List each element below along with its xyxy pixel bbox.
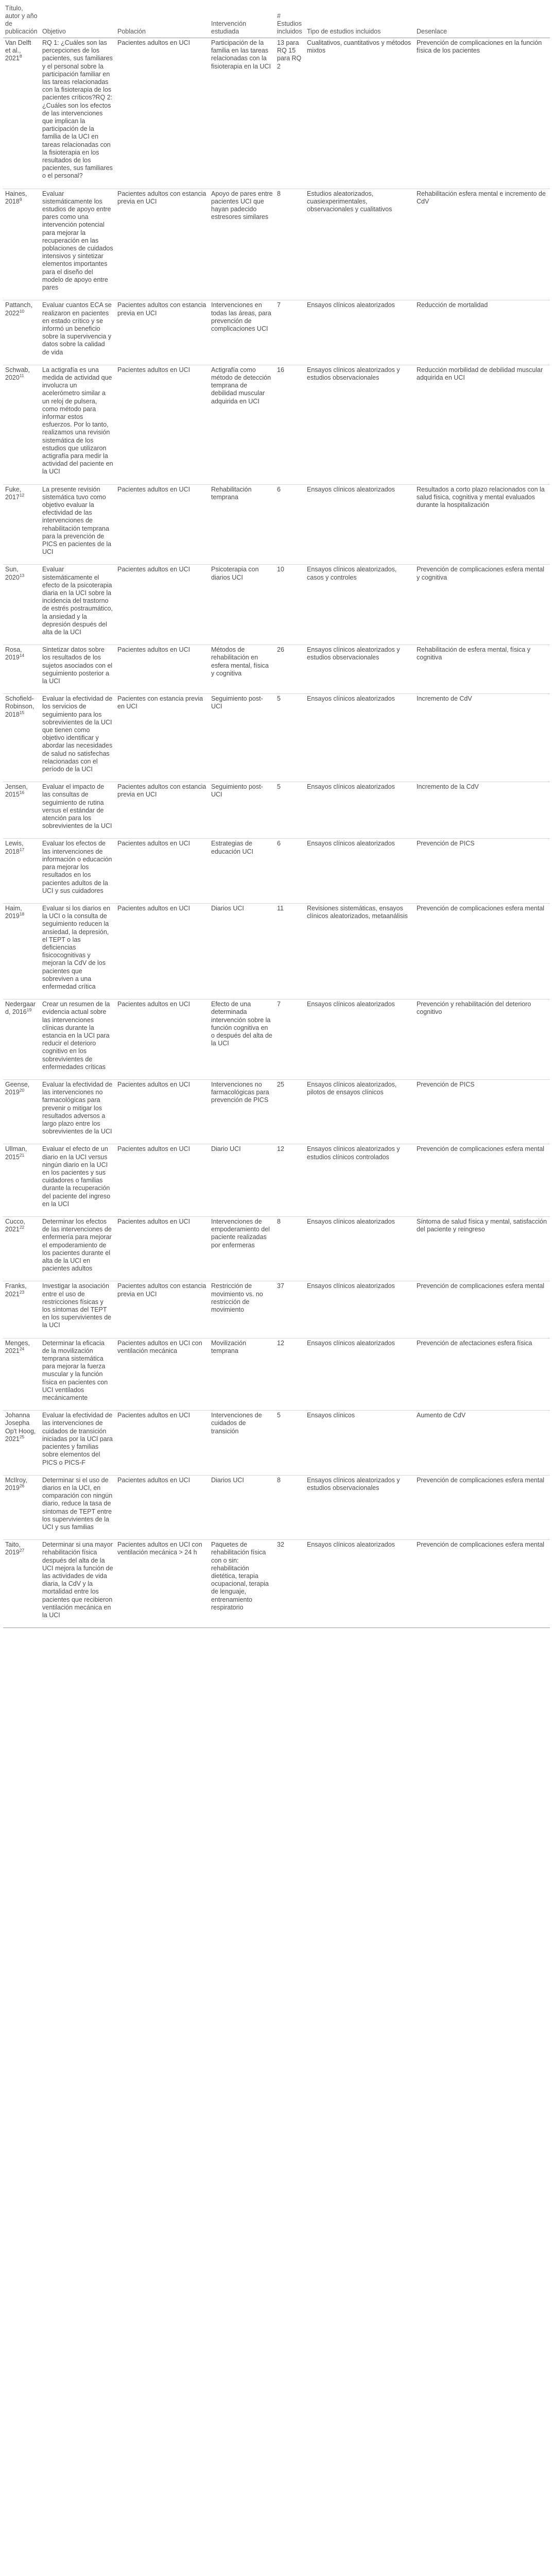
reference-number: 12	[19, 492, 25, 498]
author-text: Nedergaard, 2016	[5, 1001, 36, 1016]
cell-studies-included: 26	[275, 645, 305, 694]
cell-studies-included: 5	[275, 1411, 305, 1475]
cell-studies-included: 12	[275, 1338, 305, 1411]
author-text: Haines, 2018	[5, 190, 27, 205]
author-text: Van Delft et al., 2021	[5, 39, 31, 62]
table-header	[3, 3, 550, 38]
cell-study-types: Ensayos clínicos aleatorizados	[305, 839, 414, 903]
cell-studies-included: 5	[275, 694, 305, 782]
cell-outcome: Rehabilitación esfera mental e incremento de CdV	[414, 189, 550, 300]
cell-study-types: Estudios aleatorizados, cuasiexperimentales, observacionales y cualitativos	[305, 189, 414, 300]
cell-outcome: Prevención de complicaciones esfera mental	[414, 1281, 550, 1338]
reference-number: 16	[19, 790, 25, 795]
cell-study-types: Ensayos clínicos	[305, 1411, 414, 1475]
cell-study-types: Ensayos clínicos aleatorizados y estudios observacionales	[305, 1475, 414, 1539]
cell-objective: Evaluar el efecto de un diario en la UCI versus ningún diario en la UCI en los pacientes y sus cuidadores o familias durante la recuperación del paciente del ingreso en la UCI	[40, 1144, 115, 1217]
cell-outcome: Prevención de complicaciones en la función física de los pacientes	[414, 38, 550, 189]
reference-number: 24	[19, 1346, 25, 1351]
cell-author	[3, 1475, 40, 1539]
table-row	[3, 645, 550, 694]
reference-number: 18	[19, 911, 25, 917]
cell-outcome: Prevención y rehabilitación del deterioro cognitivo	[414, 999, 550, 1080]
cell-studies-included: 5	[275, 782, 305, 839]
cell-study-types: Ensayos clínicos aleatorizados, casos y controles	[305, 565, 414, 645]
author-text: Lewis, 2018	[5, 840, 24, 855]
cell-intervention: Intervenciones en todas las áreas, para prevención de complicaciones UCI	[209, 300, 275, 365]
reference-number: 26	[19, 1483, 25, 1488]
cell-author	[3, 645, 40, 694]
cell-population: Pacientes adultos en UCI	[115, 1079, 209, 1144]
cell-intervention: Movilización temprana	[209, 1338, 275, 1411]
table-row	[3, 484, 550, 565]
cell-study-types: Ensayos clínicos aleatorizados	[305, 300, 414, 365]
header-study-types: Tipo de estudios incluidos	[305, 3, 414, 38]
reference-number: 27	[19, 1548, 25, 1553]
cell-population: Pacientes adultos en UCI	[115, 565, 209, 645]
cell-studies-included: 13 para RQ 15 para RQ 2	[275, 38, 305, 189]
cell-author	[3, 839, 40, 903]
cell-population: Pacientes adultos en UCI	[115, 903, 209, 999]
reference-number: 19	[26, 1007, 32, 1013]
cell-author	[3, 694, 40, 782]
cell-outcome: Prevención de complicaciones esfera mental	[414, 1475, 550, 1539]
cell-population: Pacientes adultos en UCI	[115, 999, 209, 1080]
cell-objective: Evaluar cuantos ECA se realizaron en pacientes en estado crítico y se informó un beneficio sobre la supervivencia y datos sobre la calidad de vida	[40, 300, 115, 365]
cell-author	[3, 189, 40, 300]
reference-number: 8	[19, 54, 22, 59]
cell-outcome: Prevención de complicaciones esfera mental	[414, 1144, 550, 1217]
cell-population: Pacientes adultos con estancia previa en UCI	[115, 1281, 209, 1338]
cell-studies-included: 32	[275, 1540, 305, 1628]
cell-study-types: Ensayos clínicos aleatorizados	[305, 782, 414, 839]
cell-objective: Evaluar si los diarios en la UCI o la consulta de seguimiento reducen la ansiedad, la depresión, el TEPT o las deficiencias fisicocognitivas y mejoran la CdV de los pacientes que sobreviven a una enfermedad crítica	[40, 903, 115, 999]
cell-study-types: Ensayos clínicos aleatorizados, pilotos de ensayos clínicos	[305, 1079, 414, 1144]
table-row	[3, 300, 550, 365]
table-row	[3, 38, 550, 189]
cell-studies-included: 7	[275, 300, 305, 365]
reference-number: 22	[19, 1225, 25, 1230]
cell-objective: Evaluar la efectividad de las intervenciones de cuidados de transición iniciadas por la UCI para pacientes y familias sobre elementos del PICS o PICS-F	[40, 1411, 115, 1475]
header-row	[3, 3, 550, 38]
cell-studies-included: 37	[275, 1281, 305, 1338]
author-text: Haim, 2019	[5, 904, 22, 920]
review-summary-table-container	[3, 0, 550, 1628]
cell-population: Pacientes adultos en UCI con ventilación mecánica > 24 h	[115, 1540, 209, 1628]
cell-studies-included: 8	[275, 189, 305, 300]
cell-objective: Evaluar sistemáticamente los estudios de apoyo entre pares como una intervención potencial para mejorar la recuperación en las poblaciones de cuidados intensivos y sintetizar elementos importantes para el diseño del modelo de apoyo entre pares	[40, 189, 115, 300]
cell-study-types: Ensayos clínicos aleatorizados	[305, 999, 414, 1080]
cell-author	[3, 38, 40, 189]
table-row	[3, 189, 550, 300]
cell-intervention: Participación de la familia en las tareas relacionadas con la fisioterapia en la UCI	[209, 38, 275, 189]
table-row	[3, 903, 550, 999]
cell-studies-included: 6	[275, 484, 305, 565]
cell-intervention: Seguimiento post-UCI	[209, 694, 275, 782]
cell-outcome: Prevención de complicaciones esfera mental	[414, 1540, 550, 1628]
table-row	[3, 1217, 550, 1281]
cell-population: Pacientes con estancia previa en UCI	[115, 694, 209, 782]
cell-outcome: Reducción morbilidad de debilidad muscular adquirida en UCI	[414, 365, 550, 484]
cell-objective: La actigrafía es una medida de actividad que involucra un acelerómetro similar a un reloj de pulsera, como método para informar estos esfuerzos. Por lo tanto, realizamos una revisión sistemática de los estudios que utilizaron actigrafía para medir la actividad del paciente en la UCI	[40, 365, 115, 484]
cell-studies-included: 8	[275, 1475, 305, 1539]
reference-number: 21	[19, 1152, 25, 1158]
table-row	[3, 782, 550, 839]
cell-study-types: Ensayos clínicos aleatorizados	[305, 1540, 414, 1628]
cell-objective: Evaluar la efectividad de los servicios de seguimiento para los sobrevivientes de la UCI que tienen como objetivo identificar y abordar las necesidades de salud no satisfechas relacionadas con el período de la UCI	[40, 694, 115, 782]
cell-outcome: Incremento de CdV	[414, 694, 550, 782]
reference-number: 13	[19, 572, 25, 578]
cell-objective: RQ 1: ¿Cuáles son las percepciones de los pacientes, sus familiares y el personal sobre la participación familiar en las tareas relacionadas con la fisioterapia de los pacientes críticos?RQ 2: ¿Cuáles son los efectos de las intervenciones que implican la participación de la familia de la UCI en tareas relacionadas con la fisioterapia en los resultados de los pacientes, sus familiares o el personal?	[40, 38, 115, 189]
cell-outcome: Aumento de CdV	[414, 1411, 550, 1475]
cell-author	[3, 782, 40, 839]
cell-intervention: Diarios UCI	[209, 903, 275, 999]
table-row	[3, 565, 550, 645]
cell-author	[3, 1079, 40, 1144]
author-text: Taito, 2019	[5, 1541, 21, 1556]
cell-study-types: Revisiones sistemáticas, ensayos clínicos aleatorizados, metaanálisis	[305, 903, 414, 999]
cell-population: Pacientes adultos en UCI	[115, 1475, 209, 1539]
table-row	[3, 365, 550, 484]
cell-objective: Determinar los efectos de las intervenciones de enfermería para mejorar el empoderamiento de los pacientes durante el alta de la UCI en pacientes adultos	[40, 1217, 115, 1281]
cell-objective: Investigar la asociación entre el uso de restricciones físicas y los síntomas del TEPT en los supervivientes de la UCI	[40, 1281, 115, 1338]
table-row	[3, 1281, 550, 1338]
cell-intervention: Estrategias de educación UCI	[209, 839, 275, 903]
cell-outcome: Síntoma de salud física y mental, satisfacción del paciente y reingreso	[414, 1217, 550, 1281]
author-text: Menges, 2021	[5, 1339, 30, 1354]
cell-population: Pacientes adultos en UCI	[115, 1217, 209, 1281]
reference-number: 9	[19, 196, 22, 202]
cell-author	[3, 1540, 40, 1628]
table-row	[3, 1338, 550, 1411]
reference-number: 15	[19, 709, 25, 715]
author-text: Jensen, 2015	[5, 783, 28, 799]
cell-study-types: Cualitativos, cuantitativos y métodos mixtos	[305, 38, 414, 189]
table-row	[3, 1144, 550, 1217]
cell-outcome: Incremento de la CdV	[414, 782, 550, 839]
cell-intervention: Rehabilitación temprana	[209, 484, 275, 565]
author-text: Franks, 2021	[5, 1282, 27, 1298]
cell-author	[3, 1281, 40, 1338]
author-text: Fuke, 2017	[5, 485, 22, 501]
cell-population: Pacientes adultos en UCI	[115, 484, 209, 565]
cell-population: Pacientes adultos en UCI con ventilación mecánica	[115, 1338, 209, 1411]
cell-studies-included: 6	[275, 839, 305, 903]
reference-number: 10	[19, 308, 25, 314]
cell-author	[3, 1338, 40, 1411]
author-text: Schofield-Robinson, 2018	[5, 695, 34, 718]
cell-objective: Evaluar los efectos de las intervenciones de información o educación para mejorar los resultados en los pacientes adultos de la UCI y sus cuidadores	[40, 839, 115, 903]
cell-studies-included: 11	[275, 903, 305, 999]
cell-intervention: Efecto de una determinada intervención sobre la función cognitiva en o después del alta de la UCI	[209, 999, 275, 1080]
cell-outcome: Prevención de PICS	[414, 839, 550, 903]
table-row	[3, 1079, 550, 1144]
cell-objective: Sintetizar datos sobre los resultados de los sujetos asociados con el seguimiento posterior a la UCI	[40, 645, 115, 694]
cell-study-types: Ensayos clínicos aleatorizados y estudios observacionales	[305, 645, 414, 694]
cell-population: Pacientes adultos con estancia previa en UCI	[115, 300, 209, 365]
cell-population: Pacientes adultos en UCI	[115, 1411, 209, 1475]
cell-studies-included: 12	[275, 1144, 305, 1217]
table-body	[3, 38, 550, 1628]
author-text: Geense, 2019	[5, 1080, 30, 1096]
cell-objective: Evaluar sistemáticamente el efecto de la psicoterapia diaria en la UCI sobre la incidencia del trastorno de estrés postraumático, la ansiedad y la depresión después del alta de la UCI	[40, 565, 115, 645]
cell-outcome: Prevención de afectaciones esfera física	[414, 1338, 550, 1411]
table-row	[3, 694, 550, 782]
cell-studies-included: 16	[275, 365, 305, 484]
author-text: Johanna Josepha Op't Hoog, 2021	[5, 1412, 36, 1443]
cell-intervention: Seguimiento post-UCI	[209, 782, 275, 839]
cell-objective: Determinar si el uso de diarios en la UCI, en comparación con ningún diario, reduce la tasa de síntomas de TEPT entre los supervivientes de la UCI y sus familias	[40, 1475, 115, 1539]
author-text: Schwab, 2020	[5, 366, 30, 381]
header-title-author-year: Título, autor y año de publicación	[3, 3, 40, 38]
cell-outcome: Resultados a corto plazo relacionados con la salud física, cognitiva y mental evaluados durante la hospitalización	[414, 484, 550, 565]
cell-intervention: Actigrafía como método de detección temprana de debilidad muscular adquirida en UCI	[209, 365, 275, 484]
cell-objective: Evaluar la efectividad de las intervenciones no farmacológicas para prevenir o mitigar los resultados adversos a largo plazo entre los sobrevivientes de la UCI	[40, 1079, 115, 1144]
cell-outcome: Prevención de PICS	[414, 1079, 550, 1144]
cell-objective: Crear un resumen de la evidencia actual sobre las intervenciones clínicas durante la estancia en la UCI para reducir el deterioro cognitivo en los sobrevivientes de enfermedades críticas	[40, 999, 115, 1080]
cell-studies-included: 7	[275, 999, 305, 1080]
cell-population: Pacientes adultos en UCI	[115, 839, 209, 903]
reference-number: 11	[19, 372, 24, 378]
author-text: McIlroy, 2019	[5, 1476, 27, 1492]
cell-outcome: Reducción de mortalidad	[414, 300, 550, 365]
header-objective: Objetivo	[40, 3, 115, 38]
cell-outcome: Prevención de complicaciones esfera mental	[414, 903, 550, 999]
cell-study-types: Ensayos clínicos aleatorizados	[305, 1217, 414, 1281]
cell-study-types: Ensayos clínicos aleatorizados y estudios observacionales	[305, 365, 414, 484]
cell-intervention: Psicoterapia con diarios UCI	[209, 565, 275, 645]
cell-study-types: Ensayos clínicos aleatorizados	[305, 1281, 414, 1338]
table-row	[3, 999, 550, 1080]
cell-author	[3, 565, 40, 645]
cell-population: Pacientes adultos en UCI	[115, 38, 209, 189]
author-text: Cucco, 2021	[5, 1218, 25, 1233]
cell-intervention: Intervenciones de empoderamiento del paciente realizadas por enfermeras	[209, 1217, 275, 1281]
cell-intervention: Restricción de movimiento vs. no restricción de movimiento	[209, 1281, 275, 1338]
cell-intervention: Métodos de rehabilitación en esfera mental, física y cognitiva	[209, 645, 275, 694]
cell-intervention: Apoyo de pares entre pacientes UCI que hayan padecido estresores similares	[209, 189, 275, 300]
cell-population: Pacientes adultos con estancia previa en UCI	[115, 189, 209, 300]
cell-study-types: Ensayos clínicos aleatorizados	[305, 1338, 414, 1411]
cell-studies-included: 10	[275, 565, 305, 645]
cell-outcome: Prevención de complicaciones esfera mental y cognitiva	[414, 565, 550, 645]
cell-outcome: Rehabilitación de esfera mental, física y cognitiva	[414, 645, 550, 694]
cell-population: Pacientes adultos en UCI	[115, 1144, 209, 1217]
header-studies-included: # Estudios incluidos	[275, 3, 305, 38]
table-row	[3, 1411, 550, 1475]
cell-author	[3, 999, 40, 1080]
cell-intervention: Paquetes de rehabilitación física con o sin: rehabilitación dietética, terapia ocupacional, terapia de lenguaje, entrenamiento respiratorio	[209, 1540, 275, 1628]
cell-author	[3, 1411, 40, 1475]
cell-intervention: Diarios UCI	[209, 1475, 275, 1539]
header-population: Población	[115, 3, 209, 38]
cell-intervention: Diario UCI	[209, 1144, 275, 1217]
cell-population: Pacientes adultos en UCI	[115, 645, 209, 694]
author-text: Sun, 2020	[5, 566, 20, 581]
review-summary-table	[3, 3, 550, 1628]
cell-author	[3, 1217, 40, 1281]
cell-studies-included: 25	[275, 1079, 305, 1144]
cell-study-types: Ensayos clínicos aleatorizados	[305, 484, 414, 565]
cell-objective: La presente revisión sistemática tuvo como objetivo evaluar la efectividad de las intervenciones de rehabilitación temprana para la prevención de PICS en pacientes de la UCI	[40, 484, 115, 565]
reference-number: 20	[19, 1088, 25, 1093]
cell-author	[3, 365, 40, 484]
reference-number: 17	[19, 846, 25, 852]
cell-population: Pacientes adultos en UCI	[115, 365, 209, 484]
table-row	[3, 1540, 550, 1628]
author-text: Ullman, 2015	[5, 1145, 27, 1161]
cell-population: Pacientes adultos con estancia previa en UCI	[115, 782, 209, 839]
cell-studies-included: 8	[275, 1217, 305, 1281]
reference-number: 23	[19, 1289, 25, 1295]
cell-objective: Evaluar el impacto de las consultas de seguimiento de rutina versus el estándar de atención para los sobrevivientes de la UCI	[40, 782, 115, 839]
author-text: Pattanch, 2022	[5, 301, 32, 317]
cell-author	[3, 484, 40, 565]
table-row	[3, 839, 550, 903]
table-row	[3, 1475, 550, 1539]
cell-objective: Determinar la eficacia de la movilización temprana sistemática para mejorar la fuerza muscular y la función física en pacientes con UCI ventilados mecánicamente	[40, 1338, 115, 1411]
header-intervention: Intervención estudiada	[209, 3, 275, 38]
cell-objective: Determinar si una mayor rehabilitación física después del alta de la UCI mejora la función de las actividades de vida diaria, la CdV y la mortalidad entre los pacientes que recibieron ventilación mecánica en la UCI	[40, 1540, 115, 1628]
cell-intervention: Intervenciones no farmacológicas para prevención de PICS	[209, 1079, 275, 1144]
cell-author	[3, 1144, 40, 1217]
cell-intervention: Intervenciones de cuidados de transición	[209, 1411, 275, 1475]
header-outcome: Desenlace	[414, 3, 550, 38]
reference-number: 25	[19, 1434, 25, 1439]
author-text: Rosa, 2019	[5, 646, 22, 662]
reference-number: 14	[19, 653, 25, 658]
cell-author	[3, 300, 40, 365]
cell-study-types: Ensayos clínicos aleatorizados	[305, 694, 414, 782]
cell-study-types: Ensayos clínicos aleatorizados y estudios clínicos controlados	[305, 1144, 414, 1217]
cell-author	[3, 903, 40, 999]
